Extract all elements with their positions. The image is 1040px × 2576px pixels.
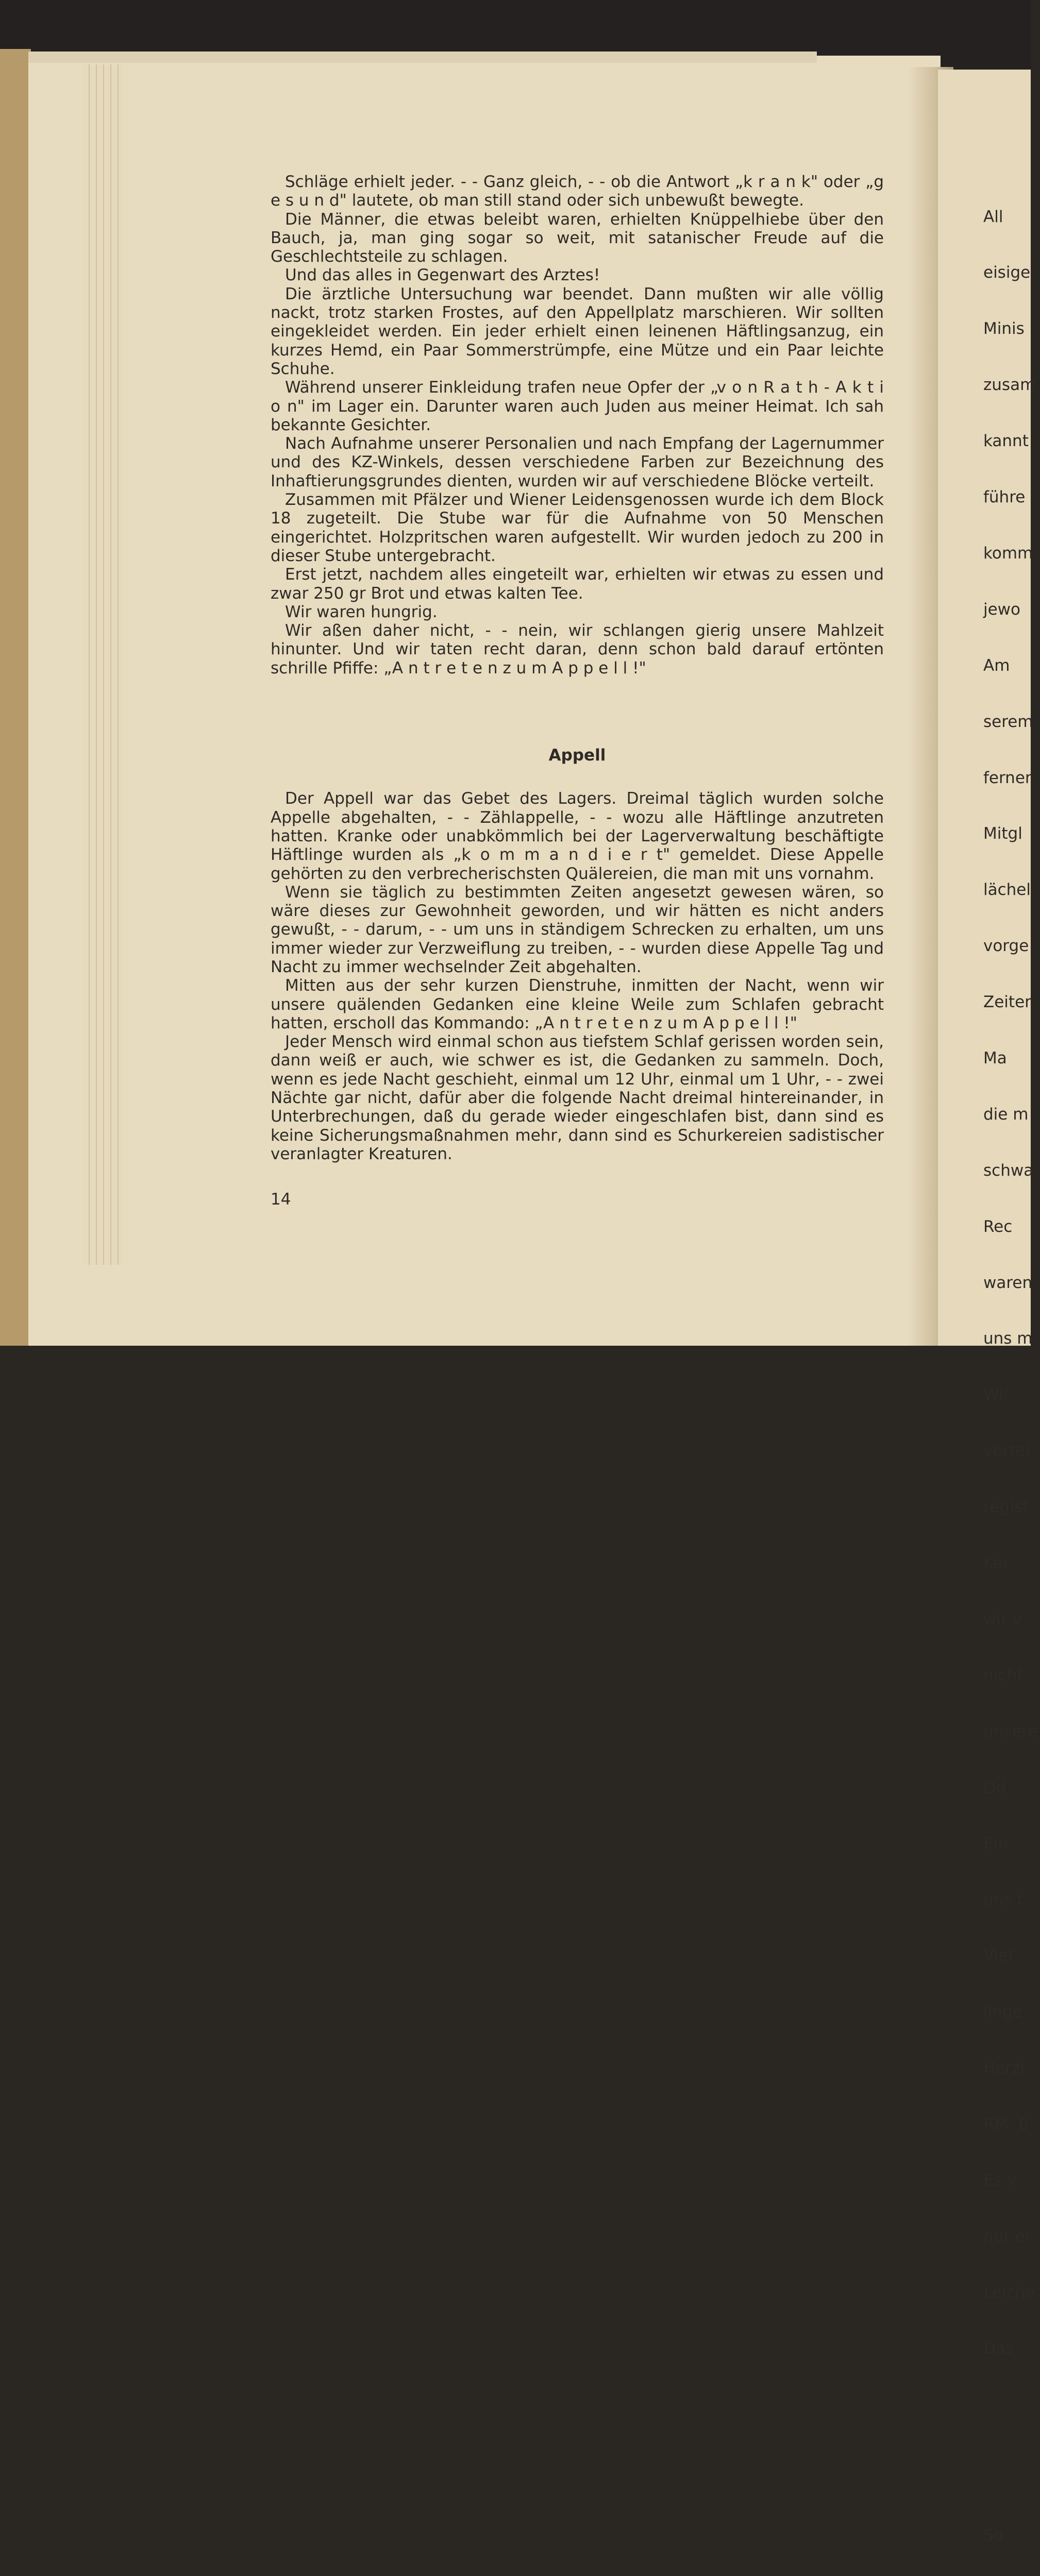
facing-line: Es v bbox=[983, 2171, 1016, 2190]
paragraph: Der Appell war das Gebet des Lagers. Dreimal täglich wurden solche Appelle abgehalten, - - Zählappelle, - - wozu alle Häftlinge anzutreten hatten. Kranke oder unabkömmlich bei der Lagerverwaltung beschäftigte Häftlinge wurden als „k o m m a n d i e r t" gemeldet. Diese Appelle gehörten zu den verbrecherischsten Quälereien, die man mit uns vornahm. bbox=[271, 789, 884, 883]
paragraph: Schläge erhielt jeder. - - Ganz gleich, - - ob die Antwort „k r a n k" oder „g e s u n d" lautete, ob man still stand oder sich unbewußt bewegte. bbox=[271, 173, 884, 210]
facing-line: Ein bbox=[983, 1834, 1008, 1853]
facing-line: Herzl bbox=[983, 2058, 1025, 2077]
facing-line: Zeiter bbox=[983, 993, 1031, 1012]
facing-page-text bbox=[983, 170, 1040, 2576]
facing-line: Wir bbox=[983, 1385, 1010, 1404]
facing-line: schwa bbox=[983, 1161, 1034, 1180]
facing-line: Viel bbox=[983, 1946, 1013, 1965]
facing-line: nur ei bbox=[983, 2227, 1030, 2246]
facing-line: uns m bbox=[983, 1329, 1033, 1348]
facing-line: Kei bbox=[983, 1553, 1008, 1572]
facing-line: vertei bbox=[983, 1442, 1030, 1461]
facing-line: zusam bbox=[983, 376, 1036, 395]
facing-line: Das bbox=[983, 2339, 1014, 2358]
facing-line: waren bbox=[983, 1273, 1033, 1292]
facing-line: vorge bbox=[983, 937, 1029, 956]
paragraph: Jeder Mensch wird einmal schon aus tiefstem Schlaf gerissen worden sein, dann weiß er auch, wie schwer es ist, die Gedanken zu sammeln. Doch, wenn es jede Nacht geschieht, einmal um 12 Uhr, einmal um 1 Uhr, - - zwei Nächte gar nicht, dafür aber die folgende Nacht dreimal hintereinander, in Unterbrechungen, daß du gerade wieder eingeschlafen bist, dann sind es keine Sicherungsmaßnahmen mehr, dann sind es Schurkereien sadistischer veranlagter Kreaturen. bbox=[271, 1032, 884, 1163]
facing-line: wir v bbox=[983, 1609, 1022, 1629]
book-edge bbox=[0, 49, 31, 1346]
facing-line: So bbox=[983, 2526, 1003, 2545]
paragraph: Die Männer, die etwas beleibt waren, erhielten Knüppelhiebe über den Bauch, ja, man ging sogar so weit, mit satanischer Freude auf die Geschlechtsteile zu schlagen. bbox=[271, 210, 884, 266]
facing-line: Mitgl bbox=[983, 824, 1022, 843]
page-body bbox=[271, 173, 884, 1163]
facing-line: eisige bbox=[983, 263, 1031, 282]
paragraph: Die ärztliche Untersuchung war beendet. Dann mußten wir alle völlig nackt, trotz starken Frostes, auf den Appellplatz marschieren. Wir sollten eingekleidet werden. Ein jeder erhielt einen leinenen Häftlingsanzug, ein kurzes Hemd, ein Paar Sommerstrümpfe, eine Mütze und ein Paar leichte Schuhe. bbox=[271, 284, 884, 378]
facing-line: Od bbox=[983, 1778, 1007, 1797]
paragraph: Während unserer Einkleidung trafen neue Opfer der „v o n R a t h - A k t i o n" im Lager ein. Darunter waren auch Juden aus meiner Heimat. Ich sah bekannte Gesichter. bbox=[271, 378, 884, 434]
facing-line: Am bbox=[983, 656, 1010, 675]
paragraph: Nach Aufnahme unserer Personalien und nach Empfang der Lagernummer und des KZ-Winkels, dessen verschiedene Farben zur Bezeichnung des Inhaftierungsgrundes dienten, wurden wir auf verschiedene Blöcke verteilt. bbox=[271, 434, 884, 490]
facing-line: nicht bbox=[983, 1666, 1024, 1685]
facing-line: All bbox=[983, 207, 1003, 226]
page-stack-edge bbox=[82, 64, 123, 1265]
facing-line: Minis bbox=[983, 319, 1025, 338]
paragraph: Wir waren hungrig. bbox=[285, 602, 438, 621]
paragraph: Mitten aus der sehr kurzen Dienstruhe, inmitten der Nacht, wenn wir unsere quälenden Gedanken eine kleine Weile zum Schlafen gebracht hatten, erscholl das Kommando: „A n t r e t e n z u m A p p e l l !" bbox=[271, 976, 884, 1032]
facing-line: uns t bbox=[983, 1890, 1024, 1909]
facing-line: lächel bbox=[983, 880, 1031, 900]
section-heading: Appell bbox=[548, 746, 606, 765]
facing-line: Ma bbox=[983, 1048, 1007, 1067]
facing-line: regist bbox=[983, 1498, 1029, 1517]
page-number: 14 bbox=[271, 1190, 291, 1209]
facing-line: RM. 6 bbox=[983, 2114, 1029, 2133]
paragraph: Wir aßen daher nicht, - - nein, wir schlangen gierig unsere Mahlzeit hinunter. Und wir taten recht daran, denn schon bald darauf ertönten schrille Pfiffe: „A n t r e t e n z u m A p p e l l !" bbox=[271, 621, 884, 677]
facing-line: komm bbox=[983, 544, 1033, 563]
page-top-edge bbox=[28, 52, 817, 63]
facing-line: jewo bbox=[983, 600, 1021, 619]
facing-line: Rec bbox=[983, 1217, 1013, 1236]
facing-line: unsere bbox=[983, 1722, 1038, 1741]
facing-line: führe bbox=[983, 488, 1026, 507]
paragraph: Zusammen mit Pfälzer und Wiener Leidensgenossen wurde ich dem Block 18 zugeteilt. Die Stube war für die Aufnahme von 50 Menschen eingerichtet. Holzpritschen waren aufgestellt. Wir wurden jedoch zu 200 in dieser Stube untergebracht. bbox=[271, 490, 884, 565]
paragraph: Erst jetzt, nachdem alles eingeteilt war, erhielten wir etwas zu essen und zwar 250 gr Brot und etwas kalten Tee. bbox=[271, 565, 884, 603]
facing-line: serem bbox=[983, 712, 1033, 731]
facing-line: linge bbox=[983, 2003, 1022, 2022]
facing-line: ferner bbox=[983, 768, 1032, 787]
facing-line: die m bbox=[983, 1105, 1029, 1124]
facing-line: Leiche bbox=[983, 2283, 1035, 2302]
paragraph: Und das alles in Gegenwart des Arztes! bbox=[285, 266, 600, 285]
paragraph: Wenn sie täglich zu bestimmten Zeiten angesetzt gewesen wären, so wäre dieses zur Gewohnheit geworden, und wir hätten es nicht anders gewußt, - - darum, - - um uns in ständigem Schrecken zu erhalten, um uns immer wieder zur Verzweiflung zu treiben, - - wurden diese Appelle Tag und Nacht zu immer wechselnder Zeit abgehalten. bbox=[271, 883, 884, 976]
facing-line: kannt bbox=[983, 432, 1029, 451]
